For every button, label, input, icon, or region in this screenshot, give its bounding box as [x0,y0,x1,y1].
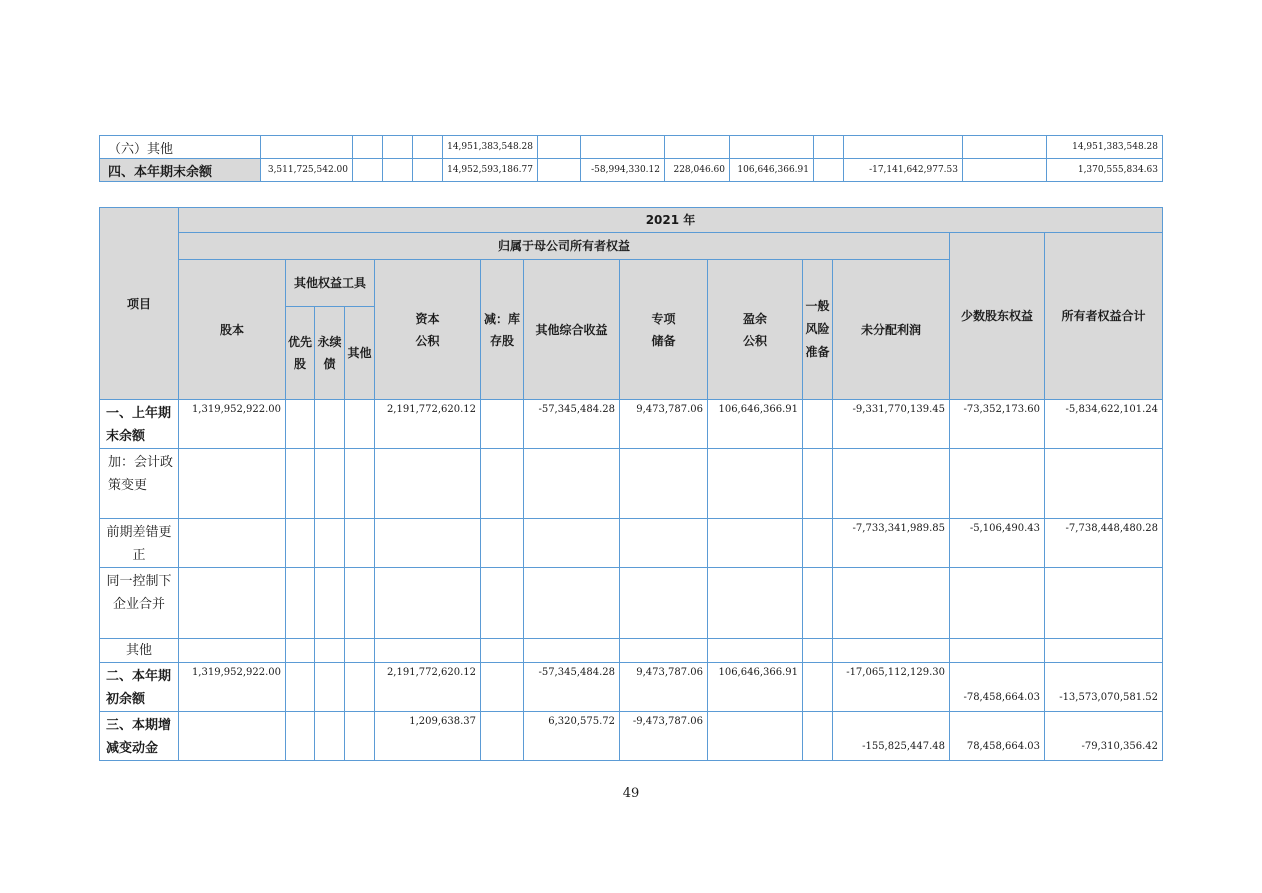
cell [345,519,375,568]
table-row [100,400,1163,449]
cell: 2,191,772,620.12 [375,663,481,712]
cell [833,639,950,663]
header-share-capital: 股本 [179,260,286,400]
cell: 3,511,725,542.00 [261,159,353,182]
cell [179,639,286,663]
cell: -17,065,112,129.30 [833,663,950,712]
cell: -9,473,787.06 [620,712,708,761]
cell [481,568,524,639]
cell [481,519,524,568]
cell [581,136,665,159]
table-row [100,639,1163,663]
cell: 106,646,366.91 [708,400,803,449]
cell: -5,106,490.43 [950,519,1045,568]
cell [413,136,443,159]
cell: -57,345,484.28 [524,400,620,449]
cell [481,400,524,449]
cell [481,712,524,761]
cell [814,136,844,159]
table-row [100,712,1163,761]
cell [803,663,833,712]
cell [481,663,524,712]
cell [286,519,315,568]
cell: 9,473,787.06 [620,663,708,712]
row-label: （六）其他 [100,136,261,159]
cell [665,136,730,159]
row-label: 前期差错更正 [100,519,179,568]
cell [803,639,833,663]
cell [708,712,803,761]
cell [261,136,353,159]
page-number: 49 [622,786,640,801]
cell: 106,646,366.91 [708,663,803,712]
cell [950,639,1045,663]
equity-changes-table-2021 [99,207,1163,761]
header-retained: 未分配利润 [833,260,950,400]
cell [286,712,315,761]
cell [315,568,345,639]
cell [286,449,315,519]
cell: 14,952,593,186.77 [443,159,538,182]
cell [353,159,383,182]
cell [803,712,833,761]
cell: 14,951,383,548.28 [443,136,538,159]
cell [286,663,315,712]
cell [375,449,481,519]
cell [950,449,1045,519]
header-surplus-reserve: 盈余 公积 [708,260,803,400]
row-label: 同一控制下企业合并 [100,568,179,639]
cell: -73,352,173.60 [950,400,1045,449]
cell [620,568,708,639]
cell: -57,345,484.28 [524,663,620,712]
header-total: 所有者权益合计 [1045,233,1163,400]
cell [803,449,833,519]
cell [179,449,286,519]
header-preferred: 优先股 [286,307,315,400]
cell [345,663,375,712]
cell [179,568,286,639]
header-minority: 少数股东权益 [950,233,1045,400]
cell [950,568,1045,639]
row-label: 三、本期增减变动金 [100,712,179,761]
table-row [100,663,1163,712]
cell [1045,639,1163,663]
cell: 78,458,664.03 [950,712,1045,761]
cell: 2,191,772,620.12 [375,400,481,449]
cell: -9,331,770,139.45 [833,400,950,449]
header-general-risk: 一般风险准备 [803,260,833,400]
cell [345,449,375,519]
cell [315,712,345,761]
cell: -155,825,447.48 [833,712,950,761]
table-row [100,519,1163,568]
header-year: 2021 年 [179,208,1163,233]
cell [620,639,708,663]
cell [524,639,620,663]
cell [345,639,375,663]
cell [315,639,345,663]
header-other-equity-tools: 其他权益工具 [286,260,375,307]
row-label: 二、本年期初余额 [100,663,179,712]
cell [803,400,833,449]
cell [833,449,950,519]
cell [286,639,315,663]
cell: 1,319,952,922.00 [179,400,286,449]
header-treasury: 减：库存股 [481,260,524,400]
cell: -13,573,070,581.52 [1045,663,1163,712]
cell [538,159,581,182]
cell [383,136,413,159]
header-oci: 其他综合收益 [524,260,620,400]
cell: 1,319,952,922.00 [179,663,286,712]
cell [524,519,620,568]
cell: -58,994,330.12 [581,159,665,182]
cell: 6,320,575.72 [524,712,620,761]
cell [315,449,345,519]
cell [481,449,524,519]
cell [524,568,620,639]
cell [375,568,481,639]
cell [708,519,803,568]
cell [538,136,581,159]
cell: -17,141,642,977.53 [844,159,963,182]
cell [286,400,315,449]
cell [375,519,481,568]
cell [179,712,286,761]
header-special-reserve: 专项 储备 [620,260,708,400]
cell: 1,209,638.37 [375,712,481,761]
cell: -79,310,356.42 [1045,712,1163,761]
cell: 1,370,555,834.63 [1047,159,1163,182]
cell [1045,568,1163,639]
cell [814,159,844,182]
table-row [100,568,1163,639]
table-row [100,159,1163,182]
header-perpetual: 永续债 [315,307,345,400]
header-other: 其他 [345,307,375,400]
cell [833,568,950,639]
row-label: 一、上年期末余额 [100,400,179,449]
cell: -5,834,622,101.24 [1045,400,1163,449]
table-row [100,136,1163,159]
cell [730,136,814,159]
header-item: 项目 [100,208,179,400]
header-parent-group: 归属于母公司所有者权益 [179,233,950,260]
cell [345,712,375,761]
cell [803,519,833,568]
cell [963,159,1047,182]
cell [708,449,803,519]
cell [179,519,286,568]
cell [963,136,1047,159]
cell [620,449,708,519]
cell: 106,646,366.91 [730,159,814,182]
cell [620,519,708,568]
cell [315,519,345,568]
cell [708,568,803,639]
cell: 228,046.60 [665,159,730,182]
cell [315,663,345,712]
row-label: 其他 [100,639,179,663]
cell: -7,738,448,480.28 [1045,519,1163,568]
cell: -7,733,341,989.85 [833,519,950,568]
cell: 9,473,787.06 [620,400,708,449]
row-label: 加：会计政策变更 [100,449,179,519]
cell: 14,951,383,548.28 [1047,136,1163,159]
prior-table-tail [99,135,1163,182]
cell [803,568,833,639]
cell [844,136,963,159]
cell [353,136,383,159]
cell [524,449,620,519]
cell [375,639,481,663]
cell [481,639,524,663]
row-label: 四、本年期末余额 [100,159,261,182]
table-row [100,449,1163,519]
cell [708,639,803,663]
cell [345,400,375,449]
cell [1045,449,1163,519]
cell [413,159,443,182]
cell [315,400,345,449]
cell: -78,458,664.03 [950,663,1045,712]
cell [286,568,315,639]
header-capital-reserve: 资本 公积 [375,260,481,400]
cell [383,159,413,182]
cell [345,568,375,639]
